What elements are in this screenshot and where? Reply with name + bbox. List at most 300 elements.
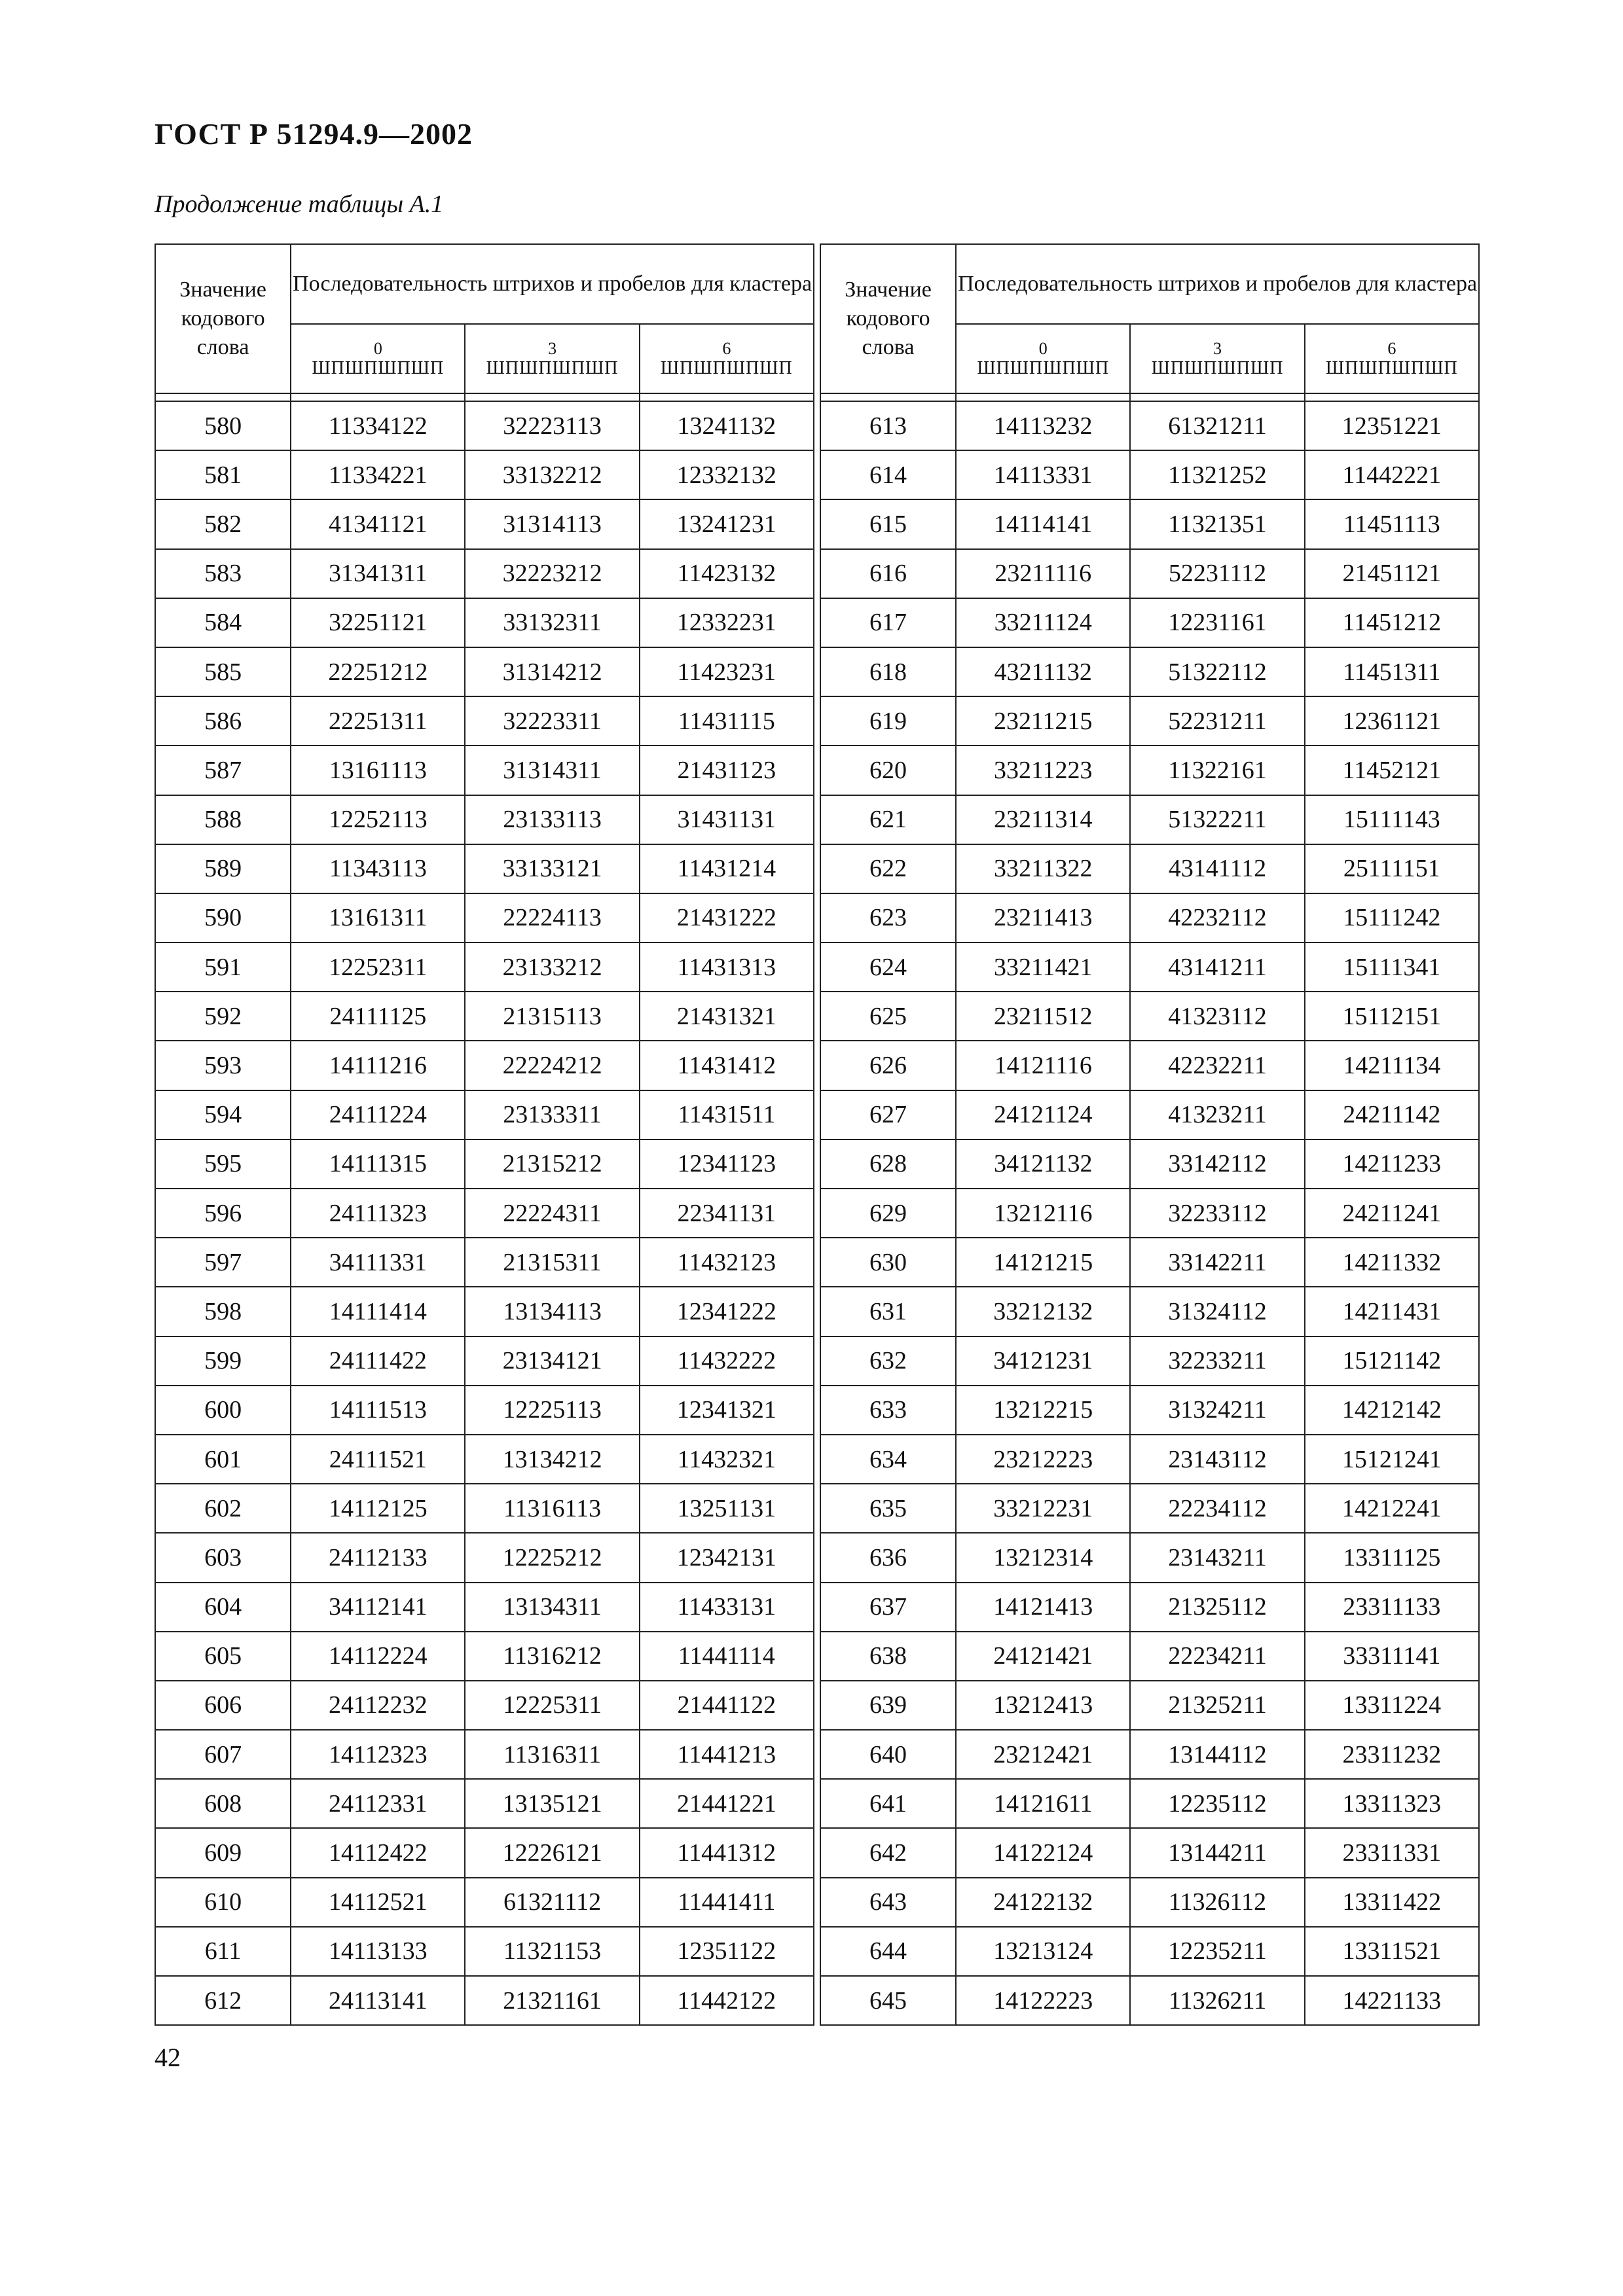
pattern-cell: 12252311 — [291, 942, 465, 992]
pattern-cell: 11316113 — [465, 1484, 639, 1533]
pattern-cell: 23211215 — [956, 696, 1130, 745]
pattern-cell: 14112323 — [291, 1730, 465, 1779]
pattern-cell: 12225311 — [465, 1681, 639, 1730]
pattern-cell: 41323112 — [1130, 992, 1304, 1041]
codeword-cell: 629 — [820, 1189, 956, 1238]
pattern-cell: 12332231 — [640, 598, 814, 647]
table-separator — [814, 696, 820, 745]
cluster-header-6-right: 6 ШПШПШПШП — [1305, 324, 1479, 393]
pattern-cell: 42232112 — [1130, 893, 1304, 942]
pattern-cell: 12235211 — [1130, 1927, 1304, 1976]
table-row — [155, 1730, 1479, 1779]
pattern-cell: 11334221 — [291, 450, 465, 499]
pattern-cell: 14112422 — [291, 1828, 465, 1877]
pattern-cell: 13311422 — [1305, 1878, 1479, 1927]
pattern-cell: 11441411 — [640, 1878, 814, 1927]
table-separator — [814, 844, 820, 893]
pattern-cell: 22234112 — [1130, 1484, 1304, 1533]
table-row — [155, 1878, 1479, 1927]
pattern-cell: 22341131 — [640, 1189, 814, 1238]
table-row — [155, 1779, 1479, 1828]
pattern-cell: 13212413 — [956, 1681, 1130, 1730]
codeword-cell: 595 — [155, 1139, 291, 1189]
pattern-cell: 33211322 — [956, 844, 1130, 893]
pattern-cell: 51322112 — [1130, 647, 1304, 696]
header-codeword-left: Значение кодового слова — [155, 244, 291, 393]
codeword-cell: 580 — [155, 401, 291, 450]
table-separator — [814, 1779, 820, 1828]
pattern-cell: 15112151 — [1305, 992, 1479, 1041]
pattern-cell: 22234211 — [1130, 1632, 1304, 1681]
pattern-cell: 13134113 — [465, 1287, 639, 1336]
pattern-cell: 34112141 — [291, 1583, 465, 1632]
pattern-cell: 14211431 — [1305, 1287, 1479, 1336]
table-separator — [814, 1927, 820, 1976]
pattern-cell: 14121215 — [956, 1238, 1130, 1287]
pattern-cell: 24113141 — [291, 1976, 465, 2025]
table-caption: Продолжение таблицы А.1 — [155, 190, 444, 218]
table-separator — [814, 1238, 820, 1287]
pattern-cell: 32223113 — [465, 401, 639, 450]
codeword-cell: 604 — [155, 1583, 291, 1632]
codeword-cell: 641 — [820, 1779, 956, 1828]
pattern-cell: 21315311 — [465, 1238, 639, 1287]
pattern-cell: 14112224 — [291, 1632, 465, 1681]
codeword-cell: 613 — [820, 401, 956, 450]
pattern-cell: 61321211 — [1130, 401, 1304, 450]
codeword-cell: 632 — [820, 1336, 956, 1386]
pattern-cell: 22224113 — [465, 893, 639, 942]
pattern-cell: 31324211 — [1130, 1386, 1304, 1435]
codeword-cell: 617 — [820, 598, 956, 647]
pattern-cell: 11441312 — [640, 1828, 814, 1877]
codeword-cell: 594 — [155, 1090, 291, 1139]
codeword-cell: 626 — [820, 1041, 956, 1090]
table-row — [155, 647, 1479, 696]
pattern-cell: 11433131 — [640, 1583, 814, 1632]
table-separator — [814, 795, 820, 844]
pattern-cell: 13311521 — [1305, 1927, 1479, 1976]
pattern-cell: 12341123 — [640, 1139, 814, 1189]
pattern-cell: 13161113 — [291, 745, 465, 795]
codeword-cell: 635 — [820, 1484, 956, 1533]
table-row — [155, 1435, 1479, 1484]
pattern-cell: 24112133 — [291, 1533, 465, 1582]
pattern-cell: 11326211 — [1130, 1976, 1304, 2025]
pattern-cell: 13241132 — [640, 401, 814, 450]
pattern-cell: 11423231 — [640, 647, 814, 696]
pattern-cell: 23212421 — [956, 1730, 1130, 1779]
pattern-cell: 23143211 — [1130, 1533, 1304, 1582]
table-separator — [814, 1681, 820, 1730]
pattern-cell: 15121142 — [1305, 1336, 1479, 1386]
cluster-header-0-left: 0 ШПШПШПШП — [291, 324, 465, 393]
pattern-cell: 31314311 — [465, 745, 639, 795]
codeword-cell: 592 — [155, 992, 291, 1041]
codeword-cell: 623 — [820, 893, 956, 942]
codeword-cell: 612 — [155, 1976, 291, 2025]
codeword-cell: 636 — [820, 1533, 956, 1582]
table-separator — [814, 244, 820, 393]
pattern-cell: 12341222 — [640, 1287, 814, 1336]
table-separator — [814, 992, 820, 1041]
pattern-cell: 12341321 — [640, 1386, 814, 1435]
pattern-cell: 11322161 — [1130, 745, 1304, 795]
pattern-cell: 11441213 — [640, 1730, 814, 1779]
pattern-cell: 21431222 — [640, 893, 814, 942]
pattern-cell: 13144211 — [1130, 1828, 1304, 1877]
pattern-cell: 14122124 — [956, 1828, 1130, 1877]
table-row — [155, 1828, 1479, 1877]
pattern-cell: 23133113 — [465, 795, 639, 844]
pattern-cell: 11316212 — [465, 1632, 639, 1681]
table-row — [155, 745, 1479, 795]
table-row — [155, 1632, 1479, 1681]
pattern-cell: 43141211 — [1130, 942, 1304, 992]
pattern-cell: 14212241 — [1305, 1484, 1479, 1533]
codeword-cell: 643 — [820, 1878, 956, 1927]
codeword-cell: 628 — [820, 1139, 956, 1189]
pattern-cell: 24211142 — [1305, 1090, 1479, 1139]
table-separator — [814, 1583, 820, 1632]
pattern-cell: 21441122 — [640, 1681, 814, 1730]
codeword-cell: 627 — [820, 1090, 956, 1139]
codeword-cell: 630 — [820, 1238, 956, 1287]
codeword-cell: 633 — [820, 1386, 956, 1435]
codeword-cell: 622 — [820, 844, 956, 893]
pattern-cell: 13311323 — [1305, 1779, 1479, 1828]
pattern-cell: 23143112 — [1130, 1435, 1304, 1484]
pattern-cell: 22224311 — [465, 1189, 639, 1238]
table-separator — [814, 1435, 820, 1484]
pattern-cell: 12225212 — [465, 1533, 639, 1582]
table-separator — [814, 1386, 820, 1435]
codeword-cell: 638 — [820, 1632, 956, 1681]
pattern-cell: 23311232 — [1305, 1730, 1479, 1779]
pattern-cell: 12351122 — [640, 1927, 814, 1976]
pattern-cell: 14221133 — [1305, 1976, 1479, 2025]
pattern-cell: 43211132 — [956, 647, 1130, 696]
pattern-cell: 11452121 — [1305, 745, 1479, 795]
pattern-cell: 14211134 — [1305, 1041, 1479, 1090]
cluster-header-6-left: 6 ШПШПШПШП — [640, 324, 814, 393]
codeword-cell: 591 — [155, 942, 291, 992]
pattern-cell: 11431313 — [640, 942, 814, 992]
table-row — [155, 1386, 1479, 1435]
table-separator — [814, 1828, 820, 1877]
pattern-cell: 14121116 — [956, 1041, 1130, 1090]
pattern-cell: 12226121 — [465, 1828, 639, 1877]
pattern-cell: 33132311 — [465, 598, 639, 647]
table-separator — [814, 401, 820, 450]
pattern-cell: 11442122 — [640, 1976, 814, 2025]
pattern-cell: 14212142 — [1305, 1386, 1479, 1435]
pattern-cell: 23212223 — [956, 1435, 1130, 1484]
pattern-cell: 24121421 — [956, 1632, 1130, 1681]
pattern-cell: 23311133 — [1305, 1583, 1479, 1632]
codeword-cell: 610 — [155, 1878, 291, 1927]
pattern-cell: 31314212 — [465, 647, 639, 696]
codeword-cell: 614 — [820, 450, 956, 499]
pattern-cell: 13134212 — [465, 1435, 639, 1484]
pattern-cell: 61321112 — [465, 1878, 639, 1927]
codeword-cell: 599 — [155, 1336, 291, 1386]
pattern-cell: 33211421 — [956, 942, 1130, 992]
pattern-cell: 13251131 — [640, 1484, 814, 1533]
codeword-cell: 618 — [820, 647, 956, 696]
pattern-cell: 13212116 — [956, 1189, 1130, 1238]
table-row — [155, 942, 1479, 992]
pattern-cell: 11441114 — [640, 1632, 814, 1681]
codeword-cell: 640 — [820, 1730, 956, 1779]
codeword-cell: 583 — [155, 549, 291, 598]
pattern-cell: 34121231 — [956, 1336, 1130, 1386]
pattern-cell: 32233211 — [1130, 1336, 1304, 1386]
pattern-cell: 11442221 — [1305, 450, 1479, 499]
pattern-cell: 33211223 — [956, 745, 1130, 795]
codeword-cell: 637 — [820, 1583, 956, 1632]
pattern-cell: 11431214 — [640, 844, 814, 893]
table-body — [155, 401, 1479, 2025]
table-row — [155, 1287, 1479, 1336]
pattern-cell: 24112331 — [291, 1779, 465, 1828]
pattern-cell: 11316311 — [465, 1730, 639, 1779]
cluster-header-0-right: 0 ШПШПШПШП — [956, 324, 1130, 393]
codeword-cell: 589 — [155, 844, 291, 893]
pattern-cell: 13135121 — [465, 1779, 639, 1828]
table-separator — [814, 1287, 820, 1336]
pattern-cell: 14112125 — [291, 1484, 465, 1533]
pattern-cell: 13213124 — [956, 1927, 1130, 1976]
table-row — [155, 1238, 1479, 1287]
codeword-cell: 596 — [155, 1189, 291, 1238]
pattern-cell: 11431412 — [640, 1041, 814, 1090]
pattern-cell: 42232211 — [1130, 1041, 1304, 1090]
pattern-cell: 11334122 — [291, 401, 465, 450]
pattern-cell: 11431115 — [640, 696, 814, 745]
codeword-cell: 598 — [155, 1287, 291, 1336]
pattern-cell: 33311141 — [1305, 1632, 1479, 1681]
codeword-cell: 608 — [155, 1779, 291, 1828]
pattern-cell: 14114141 — [956, 499, 1130, 548]
codeword-cell: 584 — [155, 598, 291, 647]
pattern-cell: 24211241 — [1305, 1189, 1479, 1238]
table-row — [155, 499, 1479, 548]
pattern-cell: 23133212 — [465, 942, 639, 992]
pattern-cell: 11321153 — [465, 1927, 639, 1976]
table-separator — [814, 499, 820, 548]
codeword-cell: 588 — [155, 795, 291, 844]
pattern-cell: 23311331 — [1305, 1828, 1479, 1877]
page-number: 42 — [155, 2043, 181, 2072]
table-separator — [814, 450, 820, 499]
pattern-cell: 13212215 — [956, 1386, 1130, 1435]
pattern-cell: 31324112 — [1130, 1287, 1304, 1336]
codeword-cell: 620 — [820, 745, 956, 795]
table-row — [155, 1189, 1479, 1238]
pattern-cell: 13161311 — [291, 893, 465, 942]
pattern-cell: 13311224 — [1305, 1681, 1479, 1730]
cluster-header-3-left: 3 ШПШПШПШП — [465, 324, 639, 393]
pattern-cell: 11423132 — [640, 549, 814, 598]
table-separator — [814, 1189, 820, 1238]
table-row — [155, 1484, 1479, 1533]
codeword-cell: 642 — [820, 1828, 956, 1877]
pattern-cell: 15111242 — [1305, 893, 1479, 942]
codeword-cell: 587 — [155, 745, 291, 795]
pattern-cell: 32223212 — [465, 549, 639, 598]
pattern-cell: 11431511 — [640, 1090, 814, 1139]
pattern-cell: 51322211 — [1130, 795, 1304, 844]
table-separator — [814, 745, 820, 795]
table-separator — [814, 1484, 820, 1533]
pattern-cell: 14211332 — [1305, 1238, 1479, 1287]
codeword-cell: 597 — [155, 1238, 291, 1287]
table-separator — [814, 1041, 820, 1090]
pattern-cell: 13212314 — [956, 1533, 1130, 1582]
pattern-cell: 14111216 — [291, 1041, 465, 1090]
table-row — [155, 795, 1479, 844]
table-row — [155, 696, 1479, 745]
pattern-cell: 33142112 — [1130, 1139, 1304, 1189]
table-row — [155, 1336, 1479, 1386]
pattern-cell: 22251212 — [291, 647, 465, 696]
pattern-cell: 11326112 — [1130, 1878, 1304, 1927]
pattern-cell: 13311125 — [1305, 1533, 1479, 1582]
codeword-cell: 639 — [820, 1681, 956, 1730]
pattern-cell: 34111331 — [291, 1238, 465, 1287]
table-row — [155, 1681, 1479, 1730]
pattern-cell: 24111521 — [291, 1435, 465, 1484]
pattern-cell: 13134311 — [465, 1583, 639, 1632]
table-row — [155, 1090, 1479, 1139]
codeword-cell: 600 — [155, 1386, 291, 1435]
pattern-cell: 41341121 — [291, 499, 465, 548]
pattern-cell: 12252113 — [291, 795, 465, 844]
pattern-cell: 12231161 — [1130, 598, 1304, 647]
pattern-cell: 31341311 — [291, 549, 465, 598]
table-separator — [814, 598, 820, 647]
table-row — [155, 1927, 1479, 1976]
pattern-cell: 31431131 — [640, 795, 814, 844]
codeword-cell: 625 — [820, 992, 956, 1041]
pattern-cell: 52231211 — [1130, 696, 1304, 745]
pattern-cell: 11432123 — [640, 1238, 814, 1287]
table-separator — [814, 893, 820, 942]
codeword-cell: 624 — [820, 942, 956, 992]
codeword-cell: 634 — [820, 1435, 956, 1484]
pattern-cell: 33212231 — [956, 1484, 1130, 1533]
pattern-cell: 12225113 — [465, 1386, 639, 1435]
pattern-cell: 23133311 — [465, 1090, 639, 1139]
table-row — [155, 401, 1479, 450]
pattern-cell: 14122223 — [956, 1976, 1130, 2025]
pattern-cell: 14112521 — [291, 1878, 465, 1927]
pattern-cell: 31314113 — [465, 499, 639, 548]
pattern-cell: 21451121 — [1305, 549, 1479, 598]
table-separator — [814, 1878, 820, 1927]
pattern-cell: 14111414 — [291, 1287, 465, 1336]
table-separator — [814, 1090, 820, 1139]
pattern-cell: 15121241 — [1305, 1435, 1479, 1484]
codeword-cell: 585 — [155, 647, 291, 696]
pattern-cell: 52231112 — [1130, 549, 1304, 598]
header-sequence-left: Последовательность штрихов и пробелов для кластера — [291, 244, 814, 324]
pattern-cell: 11343113 — [291, 844, 465, 893]
header-sequence-right: Последовательность штрихов и пробелов для кластера — [956, 244, 1479, 324]
pattern-cell: 11451311 — [1305, 647, 1479, 696]
codeword-cell: 616 — [820, 549, 956, 598]
pattern-cell: 21431321 — [640, 992, 814, 1041]
codeword-cell: 602 — [155, 1484, 291, 1533]
codeword-cell: 586 — [155, 696, 291, 745]
table-separator — [814, 942, 820, 992]
pattern-cell: 21325211 — [1130, 1681, 1304, 1730]
codeword-cell: 615 — [820, 499, 956, 548]
pattern-cell: 24122132 — [956, 1878, 1130, 1927]
pattern-cell: 23134121 — [465, 1336, 639, 1386]
pattern-cell: 11432222 — [640, 1336, 814, 1386]
table-row — [155, 1583, 1479, 1632]
pattern-cell: 15111143 — [1305, 795, 1479, 844]
codeword-cell: 603 — [155, 1533, 291, 1582]
codeword-cell: 645 — [820, 1976, 956, 2025]
pattern-cell: 41323211 — [1130, 1090, 1304, 1139]
pattern-cell: 21431123 — [640, 745, 814, 795]
table-separator — [814, 1336, 820, 1386]
pattern-cell: 24111422 — [291, 1336, 465, 1386]
codeword-cell: 644 — [820, 1927, 956, 1976]
table-row — [155, 844, 1479, 893]
pattern-cell: 14113133 — [291, 1927, 465, 1976]
pattern-cell: 33142211 — [1130, 1238, 1304, 1287]
pattern-cell: 32223311 — [465, 696, 639, 745]
pattern-cell: 11321252 — [1130, 450, 1304, 499]
pattern-cell: 24111125 — [291, 992, 465, 1041]
table-row — [155, 1976, 1479, 2025]
codeword-cell: 606 — [155, 1681, 291, 1730]
pattern-cell: 12332132 — [640, 450, 814, 499]
pattern-cell: 34121132 — [956, 1139, 1130, 1189]
table-separator — [814, 1139, 820, 1189]
pattern-cell: 14111513 — [291, 1386, 465, 1435]
pattern-cell: 14211233 — [1305, 1139, 1479, 1189]
pattern-cell: 12361121 — [1305, 696, 1479, 745]
pattern-cell: 14121611 — [956, 1779, 1130, 1828]
pattern-cell: 23211413 — [956, 893, 1130, 942]
pattern-cell: 33212132 — [956, 1287, 1130, 1336]
pattern-cell: 14121413 — [956, 1583, 1130, 1632]
table-row — [155, 598, 1479, 647]
pattern-cell: 23211314 — [956, 795, 1130, 844]
pattern-cell: 22251311 — [291, 696, 465, 745]
codeword-cell: 631 — [820, 1287, 956, 1336]
pattern-cell: 14113331 — [956, 450, 1130, 499]
pattern-cell: 21315212 — [465, 1139, 639, 1189]
pattern-cell: 33133121 — [465, 844, 639, 893]
codeword-table — [155, 243, 1480, 2026]
pattern-cell: 12235112 — [1130, 1779, 1304, 1828]
table-separator — [814, 647, 820, 696]
table-separator — [814, 1533, 820, 1582]
codeword-cell: 605 — [155, 1632, 291, 1681]
codeword-cell: 593 — [155, 1041, 291, 1090]
pattern-cell: 32233112 — [1130, 1189, 1304, 1238]
pattern-cell: 43141112 — [1130, 844, 1304, 893]
table-separator — [814, 549, 820, 598]
codeword-cell: 619 — [820, 696, 956, 745]
codeword-cell: 607 — [155, 1730, 291, 1779]
